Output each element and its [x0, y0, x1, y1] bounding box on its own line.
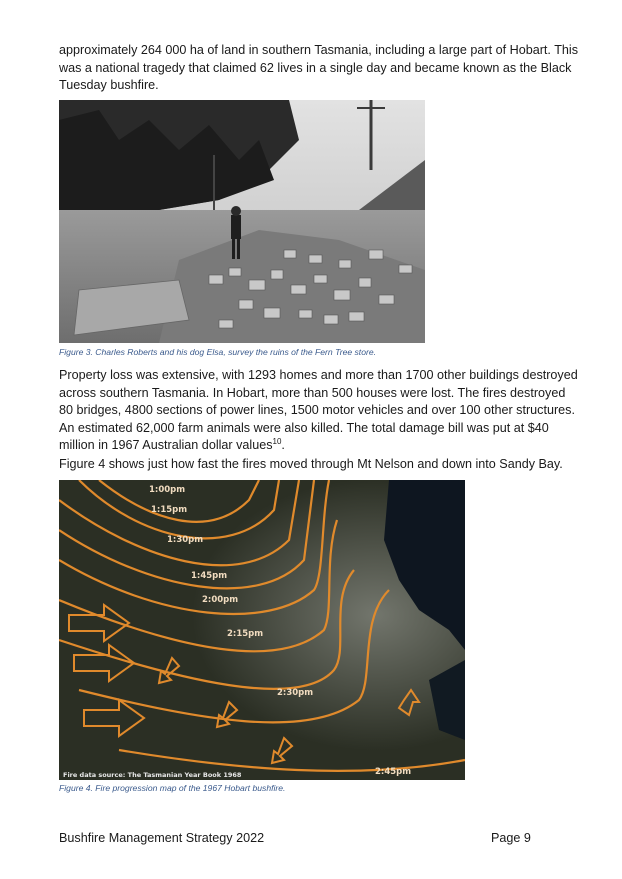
footer-title: Bushfire Management Strategy 2022	[59, 831, 265, 845]
time-label-4: 1:45pm	[191, 571, 228, 581]
fern-tree-ruins-photo	[59, 100, 425, 343]
figure-3-caption: Figure 3. Charles Roberts and his dog Elsa, survey the ruins of the Fern Tree store.	[59, 347, 377, 357]
figure-4-intro: Figure 4 shows just how fast the fires moved through Mt Nelson and down into Sandy Bay.	[59, 457, 563, 471]
property-loss-end: .	[281, 438, 285, 452]
fire-map-graphic	[59, 480, 465, 780]
intro-paragraph: approximately 264 000 ha of land in southern Tasmania, including a large part of Hobart. This was a national tragedy that claimed 62 lives in a single day and became known as the Black Tuesday bushfire.	[59, 43, 578, 92]
footnote-10: 10	[272, 436, 282, 446]
time-label-3: 1:30pm	[167, 535, 204, 545]
time-label-6: 2:15pm	[227, 629, 264, 639]
time-label-2: 1:15pm	[151, 505, 188, 515]
time-label-1: 1:00pm	[149, 485, 186, 495]
fire-progression-map	[59, 480, 465, 780]
property-loss-paragraph	[59, 367, 579, 455]
figure-4-caption: Figure 4. Fire progression map of the 1967 Hobart bushfire.	[59, 783, 286, 793]
time-label-5: 2:00pm	[202, 595, 239, 605]
fire-data-source: Fire data source: The Tasmanian Year Book 1968	[63, 771, 242, 779]
time-label-8: 2:45pm	[375, 767, 412, 777]
ruins-photo-graphic	[59, 100, 425, 343]
property-loss-text: Property loss was extensive, with 1293 homes and more than 1700 other buildings destroyed across southern Tasmania. In Hobart, more than 500 houses were lost. The fires destroyed 80 bridges, 4800 sections of power lines, 1500 motor vehicles and over 100 other structures. An estimated 62,000 farm animals were also killed. The total damage bill was put at $40 million in 1967 Australian dollar values	[59, 368, 578, 452]
footer-page-number: Page 9	[491, 831, 531, 845]
time-label-7: 2:30pm	[277, 688, 314, 698]
